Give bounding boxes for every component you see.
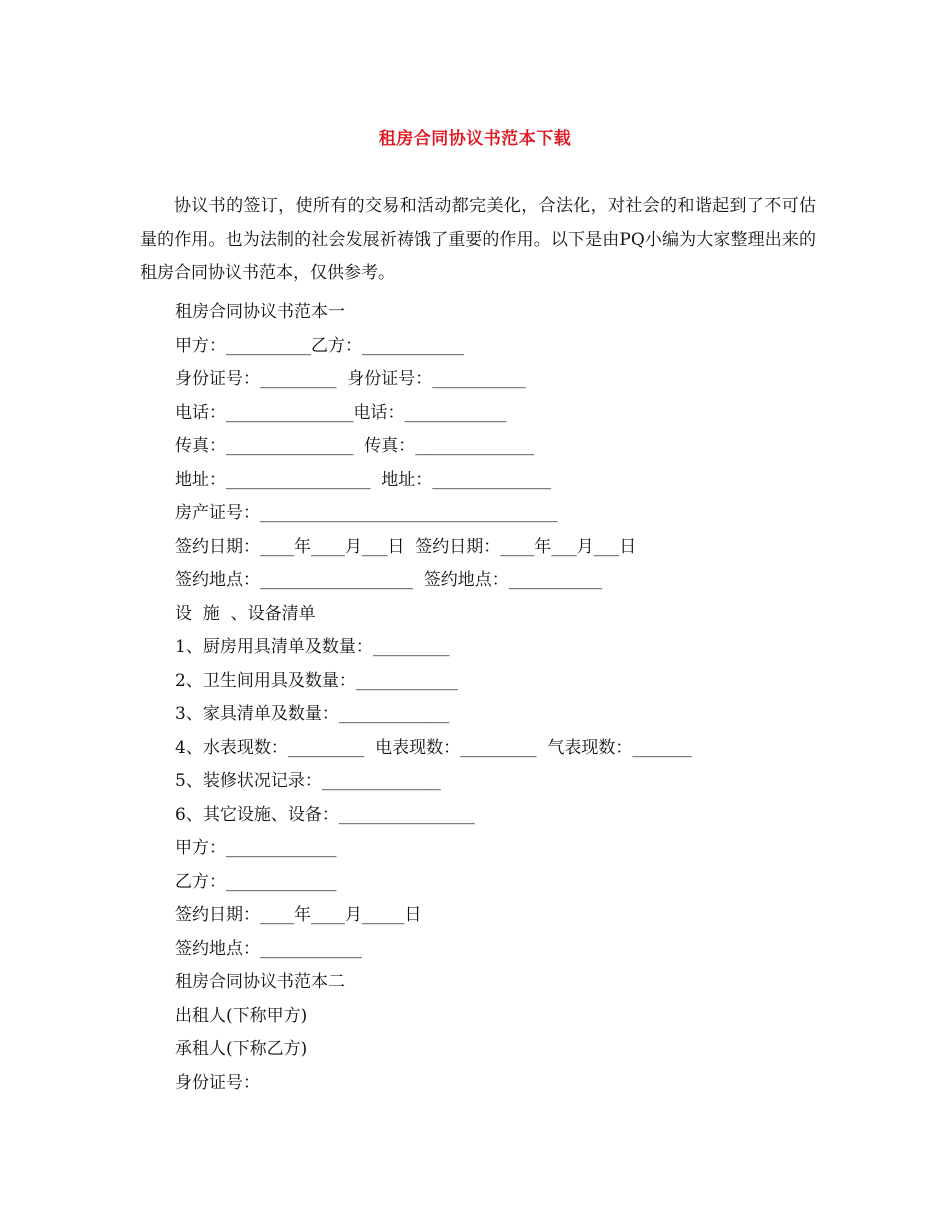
section-heading-sample-one: 租房合同协议书范本一 bbox=[175, 302, 345, 322]
intro-paragraph: 协议书的签订，使所有的交易和活动都完美化，合法化，对社会的和谐起到了不可估量的作用。也为法制的社会发展祈祷饿了重要的作用。以下是由PQ小编为大家整理出来的租房合同协议书范本，仅供参考。 bbox=[140, 196, 816, 283]
address-line: 地址：_________________ 地址：______________ bbox=[175, 469, 552, 490]
party-b-signature-line: 乙方：_____________ bbox=[175, 871, 337, 892]
fax-line: 传真：_______________ 传真：______________ bbox=[175, 436, 535, 456]
party-a-signature-line: 甲方：_____________ bbox=[175, 838, 337, 858]
final-sign-date-line: 签约日期：____年____月_____日 bbox=[175, 905, 422, 925]
contract-body bbox=[175, 296, 875, 1100]
list-item: 2、卫生间用具及数量：____________ bbox=[175, 670, 458, 691]
lessor-line: 出租人(下称甲方) bbox=[175, 1005, 308, 1026]
property-cert-line: 房产证号：___________________________________ bbox=[175, 503, 558, 523]
party-line: 甲方：__________乙方：____________ bbox=[175, 335, 464, 356]
final-sign-place-line: 签约地点：____________ bbox=[175, 938, 362, 959]
sign-date-line: 签约日期：____年____月___日 签约日期：____年___月___日 bbox=[175, 536, 637, 557]
id-number-line: 身份证号：_________ 身份证号：___________ bbox=[175, 369, 526, 389]
facilities-heading: 设 施 、设备清单 bbox=[175, 603, 316, 624]
list-item: 5、装修状况记录：______________ bbox=[175, 771, 441, 791]
list-item: 6、其它设施、设备：________________ bbox=[175, 804, 475, 825]
document-title: 租房合同协议书范本下载 bbox=[378, 129, 572, 149]
sign-place-line: 签约地点：__________________ 签约地点：___________ bbox=[175, 570, 603, 590]
list-item: 3、家具清单及数量：_____________ bbox=[175, 704, 450, 724]
phone-line: 电话：_______________电话：____________ bbox=[175, 402, 507, 423]
section-heading-sample-two: 租房合同协议书范本二 bbox=[175, 972, 345, 992]
list-item: 4、水表现数：_________ 电表现数：_________ 气表现数：_______ bbox=[175, 737, 692, 758]
list-item: 1、厨房用具清单及数量：_________ bbox=[175, 637, 450, 657]
id-number-line-two: 身份证号： bbox=[175, 1072, 260, 1093]
lessee-line: 承租人(下称乙方) bbox=[175, 1039, 308, 1059]
